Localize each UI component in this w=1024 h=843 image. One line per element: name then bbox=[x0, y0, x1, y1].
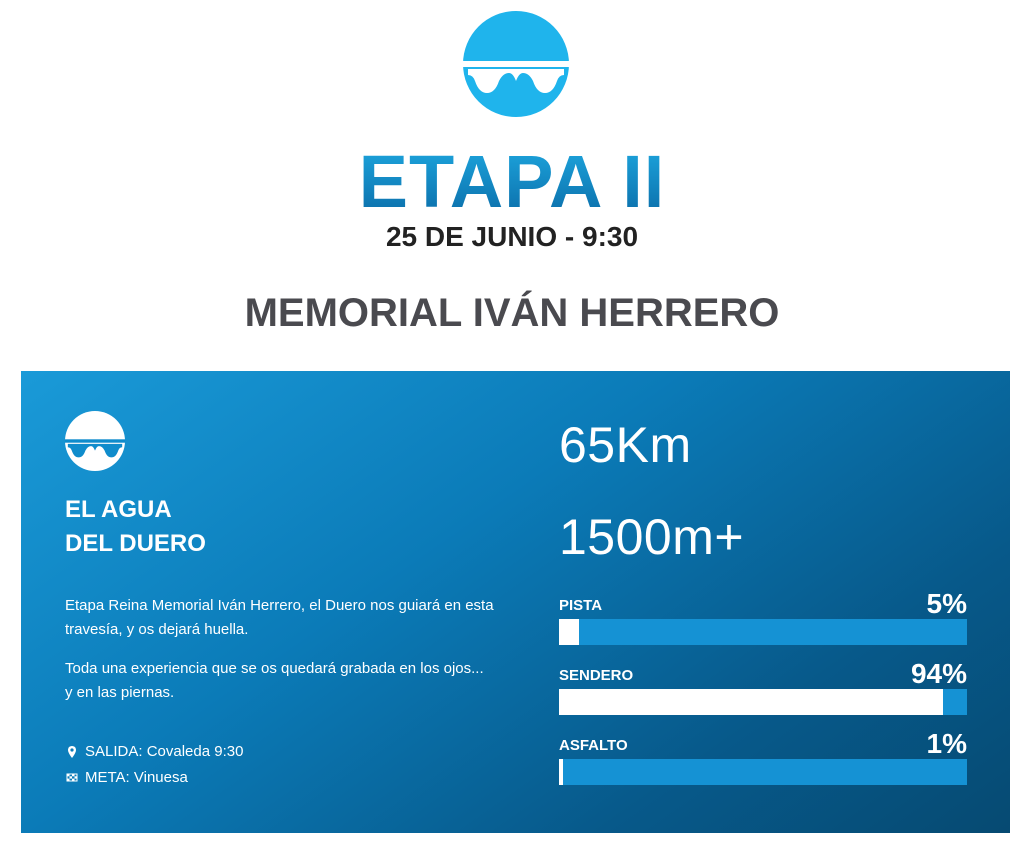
finish-label: META: Vinuesa bbox=[85, 769, 188, 786]
terrain-bar-track bbox=[559, 759, 967, 785]
bridge-logo-icon bbox=[463, 11, 569, 117]
terrain-bar-fill bbox=[559, 689, 943, 715]
terrain-bar-fill bbox=[559, 759, 563, 785]
terrain-label: ASFALTO bbox=[559, 737, 628, 754]
terrain-bar-fill bbox=[559, 619, 579, 645]
distance-value: 65Km bbox=[559, 417, 692, 473]
terrain-bar-track bbox=[559, 689, 967, 715]
terrain-label: PISTA bbox=[559, 597, 603, 614]
stage-card bbox=[21, 371, 1010, 833]
start-info bbox=[65, 739, 243, 765]
start-label: SALIDA: Covaleda 9:30 bbox=[85, 743, 244, 760]
stage-subtitle: MEMORIAL IVÁN HERRERO bbox=[244, 291, 780, 335]
terrain-label: SENDERO bbox=[559, 667, 634, 684]
description-paragraph-1: Etapa Reina Memorial Iván Herrero, el Duero nos guiará en esta travesía, y os dejará huella. bbox=[65, 597, 494, 638]
terrain-percent: 94% bbox=[910, 658, 967, 689]
terrain-bar-asfalto bbox=[559, 725, 967, 785]
finish-info bbox=[65, 765, 188, 791]
card-title-line2: DEL DUERO bbox=[65, 530, 206, 557]
location-pin-icon bbox=[65, 745, 79, 759]
terrain-percent: 5% bbox=[926, 588, 967, 619]
card-title-line1: EL AGUA bbox=[65, 496, 172, 523]
terrain-bar-pista bbox=[559, 585, 967, 645]
elevation-value: 1500m+ bbox=[559, 509, 745, 565]
terrain-percent: 1% bbox=[926, 728, 967, 759]
card-title bbox=[65, 493, 365, 561]
terrain-bar-track bbox=[559, 619, 967, 645]
checkered-flag-icon bbox=[65, 771, 79, 785]
stage-title: ETAPA II bbox=[0, 142, 1024, 222]
terrain-bar-sendero bbox=[559, 655, 967, 715]
description-paragraph-2: Toda una experiencia que se os quedará grabada en los ojos... y en las piernas. bbox=[65, 660, 484, 701]
stage-date: 25 DE JUNIO - 9:30 bbox=[385, 221, 639, 252]
bridge-logo-icon bbox=[65, 411, 125, 471]
